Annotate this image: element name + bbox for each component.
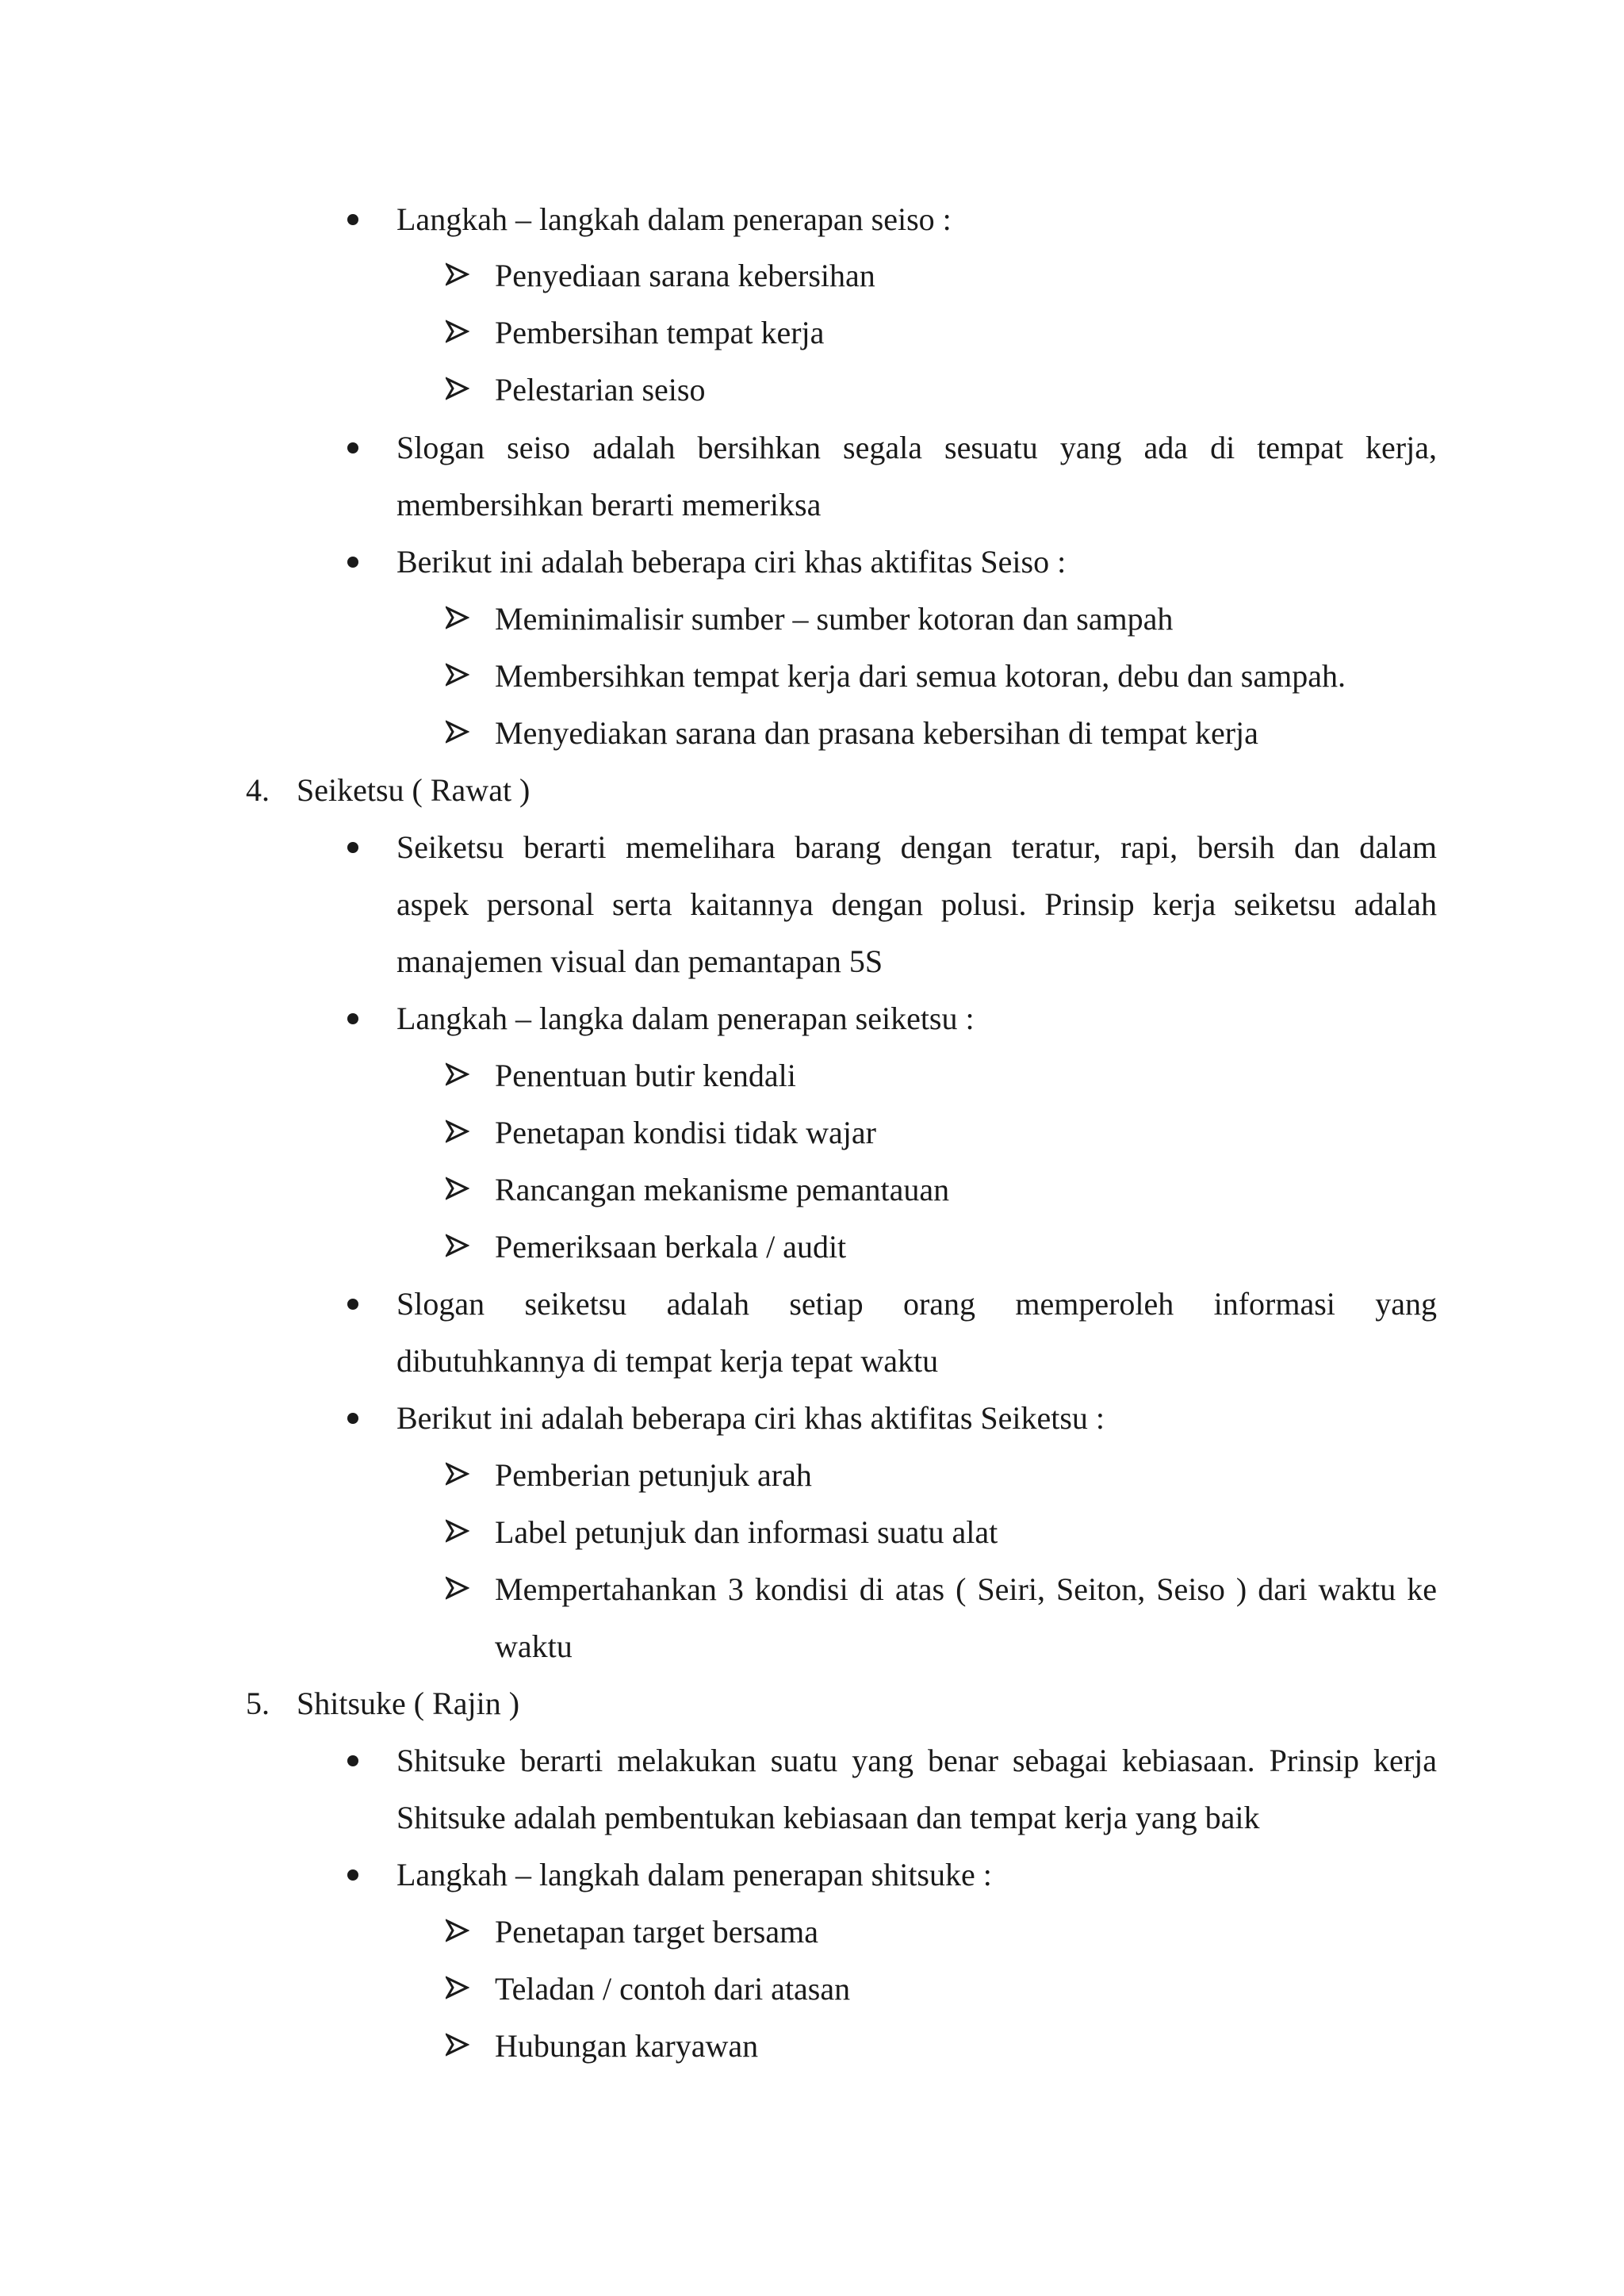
seiketsu-ciri-item: Mempertahankan 3 kondisi di atas ( Seiri, Seiton, Seiso ) dari waktu ke: [495, 1571, 1437, 1607]
arrow-bullet-icon: [446, 1062, 469, 1086]
bullet-icon: [347, 1299, 358, 1310]
arrow-bullet-icon: [446, 1462, 469, 1486]
seiso-langkah-title: Langkah – langkah dalam penerapan seiso :: [396, 201, 952, 237]
arrow-bullet-icon: [446, 1519, 469, 1543]
section-heading-shitsuke: Shitsuke ( Rajin ): [297, 1686, 520, 1721]
arrow-bullet-icon: [446, 1576, 469, 1600]
arrow-bullet-icon: [446, 1976, 469, 1999]
arrow-bullet-icon: [446, 1919, 469, 1942]
arrow-bullet-icon: [446, 663, 469, 687]
shitsuke-langkah-item: Teladan / contoh dari atasan: [495, 1971, 851, 2007]
seiketsu-langkah-item: Pemeriksaan berkala / audit: [495, 1229, 847, 1265]
arrow-bullet-icon: [446, 720, 469, 744]
seiketsu-slogan-line: dibutuhkannya di tempat kerja tepat waktu: [396, 1343, 939, 1379]
shitsuke-langkah-item: Hubungan karyawan: [495, 2028, 759, 2064]
arrow-bullet-icon: [446, 1119, 469, 1143]
seiketsu-langkah-item: Penetapan kondisi tidak wajar: [495, 1115, 876, 1150]
seiso-slogan-line: Slogan seiso adalah bersihkan segala sesuatu yang ada di tempat kerja,: [396, 430, 1437, 465]
arrow-bullet-icon: [446, 1234, 469, 1257]
seiso-langkah-item: Pelestarian seiso: [495, 372, 706, 408]
bullet-icon: [347, 1013, 358, 1024]
seiketsu-def-line: Seiketsu berarti memelihara barang dengan teratur, rapi, bersih dan dalam: [396, 829, 1437, 865]
seiso-slogan-line: membersihkan berarti memeriksa: [396, 487, 822, 522]
seiketsu-langkah-item: Penentuan butir kendali: [495, 1058, 796, 1093]
bullet-icon: [347, 1869, 358, 1881]
bullet-icon: [347, 1413, 358, 1424]
arrow-bullet-icon: [446, 2033, 469, 2057]
shitsuke-def-line: Shitsuke adalah pembentukan kebiasaan dan tempat kerja yang baik: [396, 1800, 1260, 1835]
arrow-bullet-icon: [446, 1177, 469, 1200]
bullet-icon: [347, 1755, 358, 1766]
seiso-ciri-item: Membersihkan tempat kerja dari semua kotoran, debu dan sampah.: [495, 658, 1346, 694]
seiketsu-ciri-item-continued: waktu: [495, 1628, 573, 1664]
section-heading-seiketsu: Seiketsu ( Rawat ): [297, 772, 530, 808]
shitsuke-langkah-item: Penetapan target bersama: [495, 1914, 818, 1950]
seiso-ciri-title: Berikut ini adalah beberapa ciri khas aktifitas Seiso :: [396, 544, 1067, 580]
arrow-bullet-icon: [446, 377, 469, 400]
shitsuke-def-line: Shitsuke berarti melakukan suatu yang benar sebagai kebiasaan. Prinsip kerja: [396, 1743, 1437, 1778]
section-number: 4.: [246, 772, 270, 808]
seiketsu-langkah-title: Langkah – langka dalam penerapan seiketsu :: [396, 1001, 975, 1036]
seiketsu-slogan-line: Slogan seiketsu adalah setiap orang memperoleh informasi yang: [396, 1286, 1437, 1322]
seiketsu-langkah-item: Rancangan mekanisme pemantauan: [495, 1172, 950, 1207]
bullet-icon: [347, 442, 358, 453]
seiketsu-def-line: aspek personal serta kaitannya dengan polusi. Prinsip kerja seiketsu adalah: [396, 886, 1437, 922]
seiketsu-ciri-item: Label petunjuk dan informasi suatu alat: [495, 1514, 998, 1550]
section-number: 5.: [246, 1686, 270, 1721]
seiso-langkah-item: Penyediaan sarana kebersihan: [495, 258, 875, 293]
bullet-icon: [347, 557, 358, 568]
arrow-bullet-icon: [446, 320, 469, 343]
arrow-bullet-icon: [446, 262, 469, 286]
seiketsu-def-line: manajemen visual dan pemantapan 5S: [396, 943, 883, 979]
shitsuke-langkah-title: Langkah – langkah dalam penerapan shitsuke :: [396, 1857, 992, 1892]
seiso-ciri-item: Menyediakan sarana dan prasana kebersihan di tempat kerja: [495, 715, 1258, 751]
arrow-bullet-icon: [446, 606, 469, 629]
seiketsu-ciri-item: Pemberian petunjuk arah: [495, 1457, 812, 1493]
bullet-icon: [347, 214, 358, 225]
seiketsu-ciri-title: Berikut ini adalah beberapa ciri khas aktifitas Seiketsu :: [396, 1400, 1105, 1436]
seiso-langkah-item: Pembersihan tempat kerja: [495, 315, 825, 350]
bullet-icon: [347, 842, 358, 853]
seiso-ciri-item: Meminimalisir sumber – sumber kotoran dan sampah: [495, 601, 1174, 637]
